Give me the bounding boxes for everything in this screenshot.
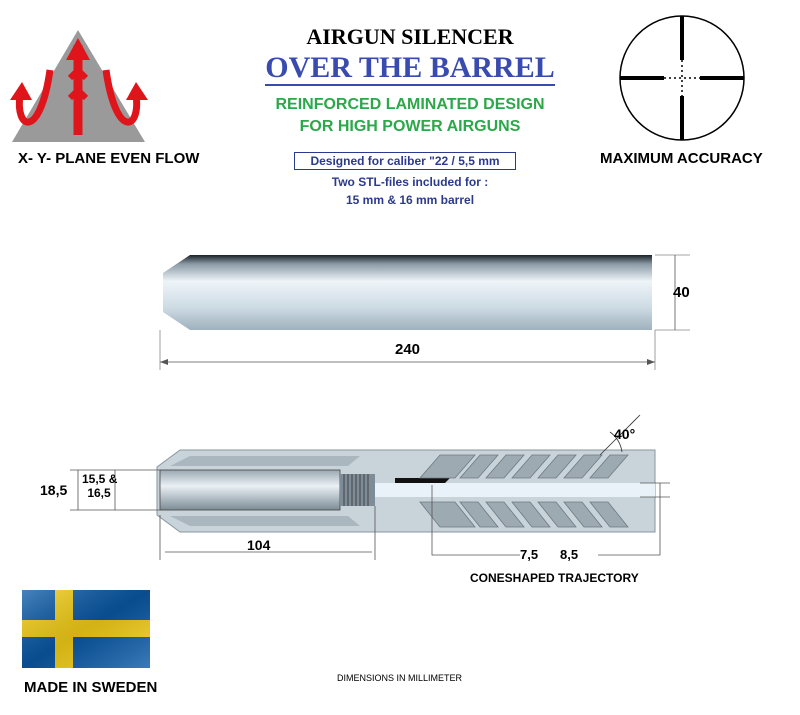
stl-files-line-1: Two STL-files included for : — [331, 175, 489, 189]
hole-dimension-7-5: 7,5 — [520, 547, 539, 562]
caliber-box: Designed for caliber "22 / 5,5 mm — [294, 152, 516, 170]
accuracy-caption: MAXIMUM ACCURACY — [600, 150, 763, 167]
page-subtitle: OVER THE BARREL — [265, 51, 555, 84]
tagline-2: FOR HIGH POWER AIRGUNS — [299, 118, 521, 135]
barrel-bore-dimension — [82, 472, 116, 500]
trajectory-label: CONESHAPED TRAJECTORY — [470, 571, 639, 585]
tagline-1: REINFORCED LAMINATED DESIGN — [275, 96, 545, 113]
sweden-flag-icon — [22, 590, 150, 668]
silencer-section-view — [70, 415, 670, 560]
units-note: DIMENSIONS IN MILLIMETER — [337, 673, 463, 683]
outer-bore-dimension: 18,5 — [40, 482, 68, 498]
stl-files-line-2: 15 mm & 16 mm barrel — [345, 193, 475, 207]
made-in-sweden: MADE IN SWEDEN — [24, 679, 158, 696]
hole-dimension-8-5: 8,5 — [560, 547, 579, 562]
length-dimension: 240 — [395, 341, 421, 358]
page-title: AIRGUN SILENCER — [306, 24, 514, 49]
diameter-dimension: 40 — [673, 284, 690, 301]
bore-15-5: 15,5 & — [82, 472, 118, 486]
barrel-depth-dimension: 104 — [247, 537, 271, 553]
silencer-side-view — [160, 255, 690, 370]
bore-16-5: 16,5 — [87, 486, 111, 500]
xy-flow-caption: X- Y- PLANE EVEN FLOW — [18, 150, 200, 167]
angle-dimension: 40° — [614, 426, 636, 442]
